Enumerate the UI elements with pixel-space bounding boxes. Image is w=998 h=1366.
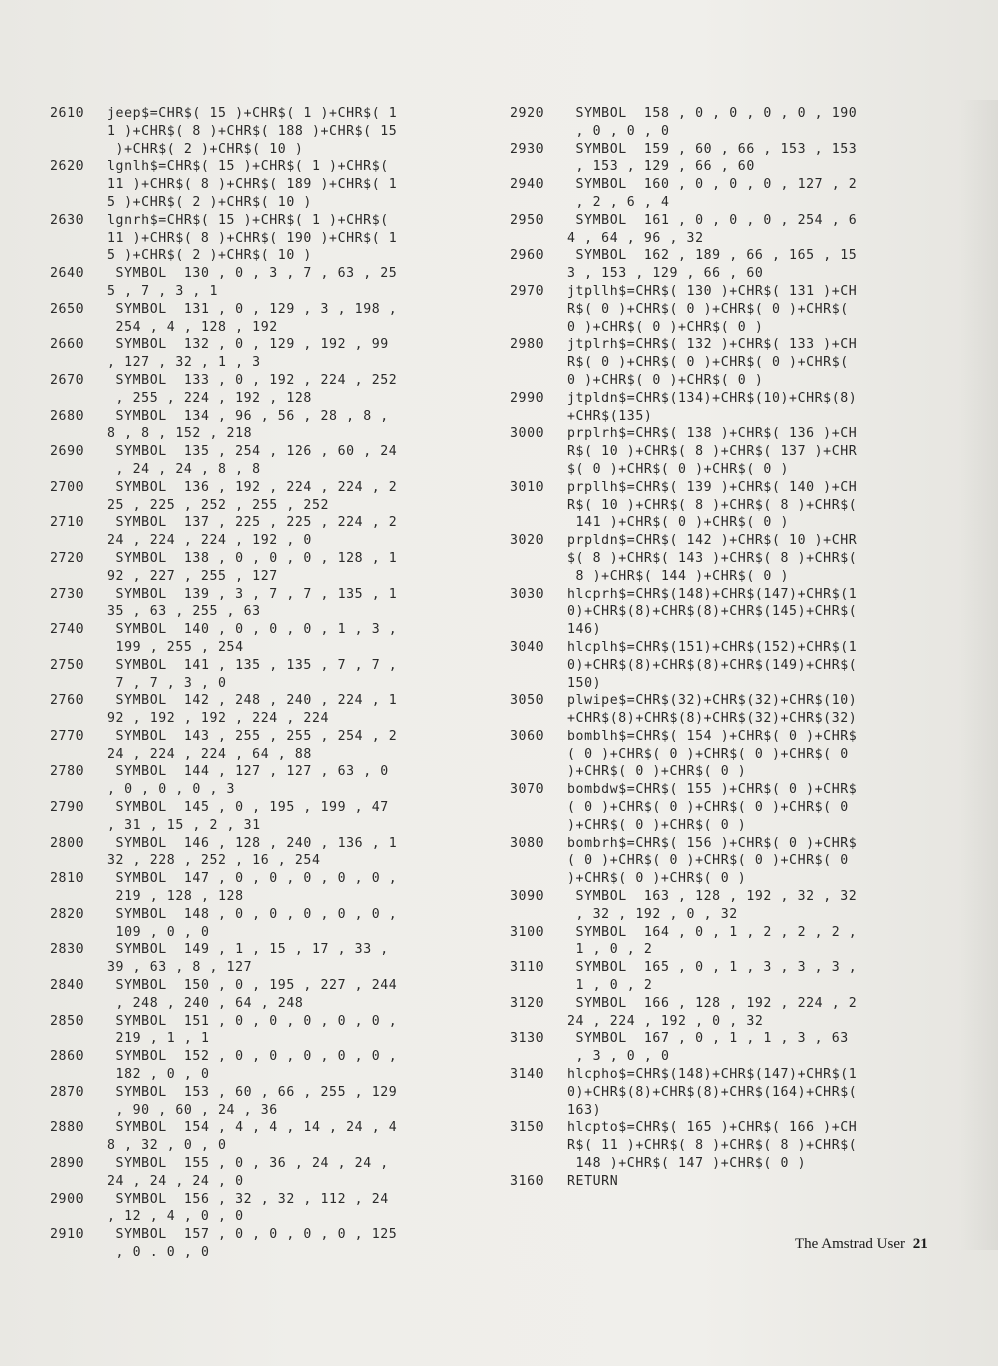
listing-line xyxy=(510,1030,940,1066)
listing-line xyxy=(50,1119,480,1155)
line-number: 2990 xyxy=(510,390,545,406)
listing-line xyxy=(510,176,940,212)
line-code: jtpldn$=CHR$(134)+CHR$(10)+CHR$(8) +CHR$(135) xyxy=(567,390,858,424)
listing-line xyxy=(510,692,940,728)
listing-line xyxy=(50,443,480,479)
listing-line xyxy=(50,301,480,337)
line-code: SYMBOL 163 , 128 , 192 , 32 , 32 , 32 , 192 , 0 , 32 xyxy=(575,889,858,922)
line-code: SYMBOL 130 , 0 , 3 , 7 , 63 , 25 5 , 7 , 3 , 1 xyxy=(107,266,398,299)
listing-line xyxy=(510,888,940,924)
listing-line xyxy=(50,1048,480,1084)
listing-line xyxy=(50,212,480,265)
line-number: 2630 xyxy=(50,212,85,228)
line-number: 2950 xyxy=(510,212,545,228)
line-code: bombdw$=CHR$( 155 )+CHR$( 0 )+CHR$ ( 0 )+CHR$( 0 )+CHR$( 0 )+CHR$( 0 )+CHR$( 0 )+CHR$( 0 ) xyxy=(567,782,858,833)
line-number: 2650 xyxy=(50,301,85,317)
line-code: SYMBOL 138 , 0 , 0 , 0 , 128 , 1 92 , 227 , 255 , 127 xyxy=(107,550,398,584)
line-number: 2780 xyxy=(50,764,85,780)
line-code: SYMBOL 132 , 0 , 129 , 192 , 99 , 127 , 32 , 1 , 3 xyxy=(107,337,389,371)
line-number: 2680 xyxy=(50,408,85,424)
line-number: 3120 xyxy=(510,995,545,1011)
line-code: SYMBOL 131 , 0 , 129 , 3 , 198 , 254 , 4 , 128 , 192 xyxy=(115,301,398,335)
listing-line xyxy=(50,1084,480,1120)
page-footer xyxy=(795,1236,928,1253)
line-number: 2620 xyxy=(50,159,85,175)
listing-line xyxy=(50,657,480,693)
line-code: lgnrh$=CHR$( 15 )+CHR$( 1 )+CHR$( 11 )+CHR$( 8 )+CHR$( 190 )+CHR$( 1 5 )+CHR$( 2 )+CHR$( 10 ) xyxy=(107,212,398,264)
line-code: SYMBOL 167 , 0 , 1 , 1 , 3 , 63 , 3 , 0 , 0 xyxy=(575,1031,849,1065)
line-code: SYMBOL 160 , 0 , 0 , 0 , 127 , 2 , 2 , 6 , 4 xyxy=(575,177,858,210)
line-number: 2930 xyxy=(510,141,545,157)
line-number: 2870 xyxy=(50,1084,85,1100)
listing-line xyxy=(50,906,480,942)
listing-line xyxy=(50,835,480,871)
line-number: 3130 xyxy=(510,1031,545,1047)
line-code: SYMBOL 135 , 254 , 126 , 60 , 24 , 24 , 24 , 8 , 8 xyxy=(115,444,398,477)
line-number: 2920 xyxy=(510,106,545,121)
line-code: SYMBOL 164 , 0 , 1 , 2 , 2 , 2 , 1 , 0 , 2 xyxy=(575,924,858,958)
line-number: 3090 xyxy=(510,889,545,905)
listing-line xyxy=(50,692,480,728)
line-code: jtplrh$=CHR$( 132 )+CHR$( 133 )+CH R$( 0 )+CHR$( 0 )+CHR$( 0 )+CHR$( 0 )+CHR$( 0 )+CHR$( 0 ) xyxy=(567,337,858,388)
line-number: 2760 xyxy=(50,693,85,709)
listing-line xyxy=(510,639,940,692)
line-number: 2800 xyxy=(50,835,85,851)
line-code: SYMBOL 137 , 225 , 225 , 224 , 2 24 , 224 , 224 , 192 , 0 xyxy=(107,515,398,549)
line-number: 2710 xyxy=(50,515,85,531)
listing-line xyxy=(510,247,940,283)
line-number: 3060 xyxy=(510,728,545,744)
page-shadow xyxy=(958,100,998,1250)
line-number: 2850 xyxy=(50,1013,85,1029)
line-code: SYMBOL 155 , 0 , 36 , 24 , 24 , 24 , 24 , 24 , 0 xyxy=(107,1156,389,1189)
line-number: 2840 xyxy=(50,978,85,994)
listing-line xyxy=(510,728,940,781)
line-number: 2660 xyxy=(50,337,85,353)
line-number: 3110 xyxy=(510,960,545,976)
line-code: SYMBOL 134 , 96 , 56 , 28 , 8 , 8 , 8 , 152 , 218 xyxy=(107,408,389,442)
listing-line xyxy=(510,959,940,995)
listing-line xyxy=(50,372,480,408)
line-code: SYMBOL 162 , 189 , 66 , 165 , 15 3 , 153 , 129 , 66 , 60 xyxy=(567,248,858,282)
line-code: hlcpto$=CHR$( 165 )+CHR$( 166 )+CH R$( 11 )+CHR$( 8 )+CHR$( 8 )+CHR$( 148 )+CHR$( 147 )+CHR$( 0 ) xyxy=(567,1120,858,1172)
line-code: hlcpho$=CHR$(148)+CHR$(147)+CHR$(1 0)+CHR$(8)+CHR$(8)+CHR$(164)+CHR$( 163) xyxy=(567,1067,858,1118)
listing-line xyxy=(510,781,940,834)
line-code: prplrh$=CHR$( 138 )+CHR$( 136 )+CH R$( 10 )+CHR$( 8 )+CHR$( 137 )+CHR $( 0 )+CHR$( 0 )+CHR$( 0 ) xyxy=(567,426,858,477)
publication-name: The Amstrad User xyxy=(795,1236,905,1252)
line-number: 2860 xyxy=(50,1049,85,1065)
line-code: SYMBOL 154 , 4 , 4 , 14 , 24 , 4 8 , 32 , 0 , 0 xyxy=(107,1120,398,1154)
line-number: 2940 xyxy=(510,177,545,193)
line-code: SYMBOL 139 , 3 , 7 , 7 , 135 , 1 35 , 63 , 255 , 63 xyxy=(107,586,398,620)
line-number: 2880 xyxy=(50,1120,85,1136)
line-code: bomblh$=CHR$( 154 )+CHR$( 0 )+CHR$ ( 0 )+CHR$( 0 )+CHR$( 0 )+CHR$( 0 )+CHR$( 0 )+CHR$( 0 ) xyxy=(567,728,858,780)
line-code: SYMBOL 144 , 127 , 127 , 63 , 0 , 0 , 0 , 0 , 3 xyxy=(107,764,389,798)
line-number: 2670 xyxy=(50,372,85,388)
listing-line xyxy=(510,1119,940,1172)
line-code: SYMBOL 151 , 0 , 0 , 0 , 0 , 0 , 219 , 1 , 1 xyxy=(115,1013,398,1047)
line-code: SYMBOL 158 , 0 , 0 , 0 , 0 , 190 , 0 , 0 , 0 xyxy=(575,106,858,139)
line-code: prpllh$=CHR$( 139 )+CHR$( 140 )+CH R$( 10 )+CHR$( 8 )+CHR$( 8 )+CHR$( 141 )+CHR$( 0 )+CHR$( 0 ) xyxy=(567,479,858,531)
listing-line xyxy=(50,1226,480,1262)
listing-line xyxy=(510,479,940,532)
listing-line xyxy=(510,390,940,426)
listing-line xyxy=(50,728,480,764)
line-code: SYMBOL 159 , 60 , 66 , 153 , 153 , 153 , 129 , 66 , 60 xyxy=(575,141,858,175)
line-number: 2790 xyxy=(50,800,85,816)
listing-line xyxy=(510,425,940,478)
line-code: SYMBOL 165 , 0 , 1 , 3 , 3 , 3 , 1 , 0 , 2 xyxy=(575,960,858,994)
line-code: SYMBOL 157 , 0 , 0 , 0 , 0 , 125 , 0 . 0 , 0 xyxy=(115,1227,398,1260)
line-number: 3030 xyxy=(510,586,545,602)
listing-line xyxy=(50,621,480,657)
line-number: 2970 xyxy=(510,283,545,299)
line-code: SYMBOL 148 , 0 , 0 , 0 , 0 , 0 , 109 , 0 , 0 xyxy=(115,906,398,940)
listing-line xyxy=(510,835,940,888)
listing-line xyxy=(50,158,480,211)
line-code: SYMBOL 166 , 128 , 192 , 224 , 2 24 , 224 , 192 , 0 , 32 xyxy=(567,995,858,1029)
line-number: 2770 xyxy=(50,728,85,744)
line-code: SYMBOL 142 , 248 , 240 , 224 , 1 92 , 192 , 192 , 224 , 224 xyxy=(107,693,398,727)
line-number: 3040 xyxy=(510,639,545,655)
line-code: SYMBOL 150 , 0 , 195 , 227 , 244 , 248 , 240 , 64 , 248 xyxy=(115,978,398,1011)
line-code: SYMBOL 146 , 128 , 240 , 136 , 1 32 , 228 , 252 , 16 , 254 xyxy=(107,835,398,869)
listing-line xyxy=(50,941,480,977)
line-code: hlcplh$=CHR$(151)+CHR$(152)+CHR$(1 0)+CHR$(8)+CHR$(8)+CHR$(149)+CHR$( 150) xyxy=(567,639,858,691)
listing-line xyxy=(50,265,480,301)
listing-line xyxy=(50,550,480,586)
line-number: 2690 xyxy=(50,444,85,460)
listing-line xyxy=(510,1173,940,1191)
listing-line xyxy=(50,336,480,372)
line-code: SYMBOL 136 , 192 , 224 , 224 , 2 25 , 225 , 252 , 255 , 252 xyxy=(107,479,398,513)
line-code: SYMBOL 161 , 0 , 0 , 0 , 254 , 6 4 , 64 , 96 , 32 xyxy=(567,212,858,246)
line-number: 3010 xyxy=(510,479,545,495)
listing-line xyxy=(510,141,940,177)
line-number: 2910 xyxy=(50,1227,85,1243)
line-number: 3070 xyxy=(510,782,545,798)
line-code: SYMBOL 149 , 1 , 15 , 17 , 33 , 39 , 63 , 8 , 127 xyxy=(107,942,389,976)
line-code: jtpllh$=CHR$( 130 )+CHR$( 131 )+CH R$( 0 )+CHR$( 0 )+CHR$( 0 )+CHR$( 0 )+CHR$( 0 )+CHR$( 0 ) xyxy=(567,283,858,335)
line-number: 2740 xyxy=(50,622,85,638)
line-number: 3160 xyxy=(510,1173,545,1189)
listing-line xyxy=(50,586,480,622)
line-code: SYMBOL 141 , 135 , 135 , 7 , 7 , 7 , 7 , 3 , 0 xyxy=(115,657,398,691)
line-number: 2610 xyxy=(50,106,85,121)
line-code: SYMBOL 147 , 0 , 0 , 0 , 0 , 0 , 219 , 128 , 128 xyxy=(115,871,398,905)
line-number: 3080 xyxy=(510,835,545,851)
line-number: 2750 xyxy=(50,657,85,673)
line-number: 2810 xyxy=(50,871,85,887)
line-number: 2890 xyxy=(50,1156,85,1172)
line-number: 2830 xyxy=(50,942,85,958)
line-number: 3140 xyxy=(510,1067,545,1083)
listing-line xyxy=(50,479,480,515)
listing-line xyxy=(510,532,940,585)
line-code: plwipe$=CHR$(32)+CHR$(32)+CHR$(10) +CHR$(8)+CHR$(8)+CHR$(32)+CHR$(32) xyxy=(567,693,858,727)
line-code: SYMBOL 140 , 0 , 0 , 0 , 1 , 3 , 199 , 255 , 254 xyxy=(115,622,398,655)
line-code: jeep$=CHR$( 15 )+CHR$( 1 )+CHR$( 1 1 )+CHR$( 8 )+CHR$( 188 )+CHR$( 15 )+CHR$( 2 )+CHR$( 10 ) xyxy=(107,106,398,157)
listing-line xyxy=(50,105,480,158)
line-number: 2720 xyxy=(50,550,85,566)
line-number: 2640 xyxy=(50,266,85,282)
line-number: 2960 xyxy=(510,248,545,264)
line-code: SYMBOL 133 , 0 , 192 , 224 , 252 , 255 , 224 , 192 , 128 xyxy=(115,372,398,406)
listing-line xyxy=(510,283,940,336)
line-code: SYMBOL 153 , 60 , 66 , 255 , 129 , 90 , 60 , 24 , 36 xyxy=(115,1084,398,1118)
listing-line xyxy=(510,105,940,141)
line-code: lgnlh$=CHR$( 15 )+CHR$( 1 )+CHR$( 11 )+CHR$( 8 )+CHR$( 189 )+CHR$( 1 5 )+CHR$( 2 )+CHR$( 10 ) xyxy=(107,159,398,210)
line-number: 3000 xyxy=(510,426,545,442)
line-number: 2900 xyxy=(50,1191,85,1207)
line-number: 2980 xyxy=(510,337,545,353)
line-number: 2730 xyxy=(50,586,85,602)
listing-line xyxy=(510,586,940,639)
line-code: RETURN xyxy=(567,1173,619,1189)
page-number: 21 xyxy=(912,1236,928,1252)
line-number: 2700 xyxy=(50,479,85,495)
line-code: SYMBOL 145 , 0 , 195 , 199 , 47 , 31 , 15 , 2 , 31 xyxy=(107,800,389,833)
listing-line xyxy=(50,870,480,906)
line-code: hlcprh$=CHR$(148)+CHR$(147)+CHR$(1 0)+CHR$(8)+CHR$(8)+CHR$(145)+CHR$( 146) xyxy=(567,586,858,638)
listing-line xyxy=(50,514,480,550)
line-number: 2820 xyxy=(50,906,85,922)
line-code: SYMBOL 152 , 0 , 0 , 0 , 0 , 0 , 182 , 0 , 0 xyxy=(115,1049,398,1083)
listing-column-left xyxy=(50,105,480,1262)
line-code: prpldn$=CHR$( 142 )+CHR$( 10 )+CHR $( 8 )+CHR$( 143 )+CHR$( 8 )+CHR$( 8 )+CHR$( 144 )+CHR$( 0 ) xyxy=(567,533,858,584)
listing-line xyxy=(510,1066,940,1119)
listing-line xyxy=(510,336,940,389)
listing-line xyxy=(50,408,480,444)
line-number: 3050 xyxy=(510,693,545,709)
listing-line xyxy=(50,1191,480,1227)
line-code: SYMBOL 156 , 32 , 32 , 112 , 24 , 12 , 4 , 0 , 0 xyxy=(107,1191,389,1225)
line-number: 3150 xyxy=(510,1120,545,1136)
line-code: bombrh$=CHR$( 156 )+CHR$( 0 )+CHR$ ( 0 )+CHR$( 0 )+CHR$( 0 )+CHR$( 0 )+CHR$( 0 )+CHR$( 0 ) xyxy=(567,835,858,887)
listing-line xyxy=(50,763,480,799)
listing-line xyxy=(50,1013,480,1049)
listing-line xyxy=(510,995,940,1031)
listing-line xyxy=(510,924,940,960)
listing-line xyxy=(50,799,480,835)
listing-line xyxy=(50,1155,480,1191)
line-number: 3020 xyxy=(510,533,545,549)
line-number: 3100 xyxy=(510,924,545,940)
line-code: SYMBOL 143 , 255 , 255 , 254 , 2 24 , 224 , 224 , 64 , 88 xyxy=(107,728,398,762)
listing-line xyxy=(510,212,940,248)
listing-column-right xyxy=(510,105,940,1191)
listing-line xyxy=(50,977,480,1013)
